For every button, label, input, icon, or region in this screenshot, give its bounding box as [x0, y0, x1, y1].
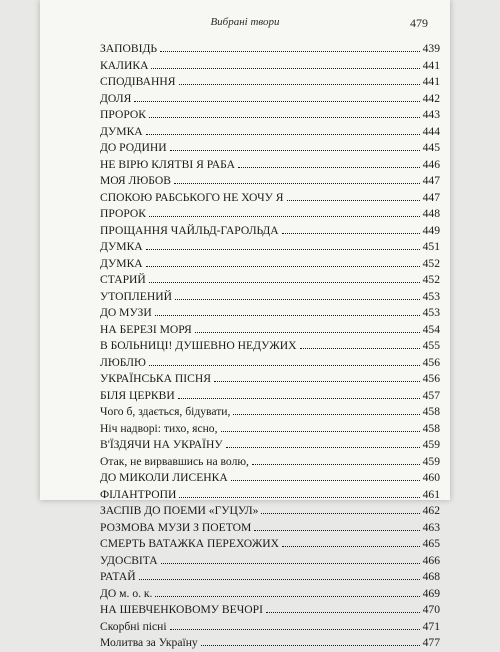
toc-entry-title: СПОКОЮ РАБСЬКОГО НЕ ХОЧУ Я	[100, 190, 284, 204]
toc-entry	[100, 487, 440, 504]
toc-entry	[100, 388, 440, 405]
toc-entry	[100, 569, 440, 586]
toc-entry-page: 456	[422, 355, 440, 369]
toc-entry-page: 441	[422, 58, 440, 72]
toc-entry	[100, 157, 440, 174]
toc-entry-title: СМЕРТЬ ВАТАЖКА ПЕРЕХОЖИХ	[100, 537, 279, 550]
toc-entry-page: 466	[422, 553, 440, 567]
toc-entry	[100, 355, 440, 372]
dot-leader	[134, 101, 419, 102]
toc-entry-page: 459	[422, 454, 440, 468]
toc-entry-page: 458	[422, 405, 440, 418]
toc-entry-page: 442	[422, 91, 440, 105]
toc-entry	[100, 338, 440, 355]
dot-leader	[170, 629, 420, 630]
toc-entry	[100, 371, 440, 388]
toc-entry	[100, 635, 440, 652]
toc-entry	[100, 421, 440, 438]
toc-entry	[100, 256, 440, 273]
toc-entry	[100, 437, 440, 454]
toc-entry-title: ПРОЩАННЯ ЧАЙЛЬД-ГАРОЛЬДА	[100, 223, 279, 237]
toc-entry-title: КАЛИКА	[100, 58, 149, 72]
toc-entry-page: 451	[422, 240, 440, 253]
toc-entry	[100, 536, 440, 553]
page-number: 479	[410, 16, 428, 30]
dot-leader	[201, 645, 420, 646]
toc-entry-page: 456	[422, 372, 440, 385]
toc-entry-page: 453	[422, 306, 440, 319]
toc-entry-title: ЗАПОВІДЬ	[100, 42, 158, 55]
toc-entry-title: МОЯ ЛЮБОВ	[100, 174, 171, 187]
toc-entry-title: СПОДІВАННЯ	[100, 75, 176, 88]
dot-leader	[146, 266, 420, 267]
dot-leader	[149, 365, 420, 366]
toc-entry-title: УТОПЛЕНИЙ	[100, 289, 172, 303]
dot-leader	[155, 315, 420, 316]
toc-entry-title: ЗАСПІВ ДО ПОЕМИ «ГУЦУЛ»	[100, 504, 259, 517]
toc-entry-title: ПРОРОК	[100, 108, 147, 121]
toc-entry-title: Скорбні пісні	[100, 619, 167, 633]
toc-entry-page: 477	[422, 636, 440, 649]
toc-entry-page: 441	[422, 75, 440, 88]
dot-leader	[175, 299, 420, 300]
toc-entry-page: 461	[422, 487, 440, 501]
toc-entry-title: ДУМКА	[100, 256, 143, 270]
toc-entry-page: 446	[422, 157, 440, 171]
toc-entry-title: Ніч надворі: тихо, ясно,	[100, 421, 218, 435]
dot-leader	[221, 431, 420, 432]
toc-entry-title: ДУМКА	[100, 124, 143, 138]
toc-entry-page: 452	[422, 273, 440, 286]
toc-entry-title: УДОСВІТА	[100, 553, 158, 567]
dot-leader	[233, 414, 419, 415]
running-title: Вибрані твори	[210, 16, 280, 28]
toc-entry-title: Чого б, здається, бідувати,	[100, 405, 231, 418]
dot-leader	[146, 249, 420, 250]
toc-entry-title: ДО м. о. к.	[100, 586, 153, 600]
dot-leader	[300, 348, 420, 349]
toc-entry	[100, 41, 440, 58]
dot-leader	[287, 200, 420, 201]
dot-leader	[178, 398, 420, 399]
dot-leader	[238, 167, 420, 168]
toc-entry-page: 443	[422, 108, 440, 121]
toc-entry-title: НА БЕРЕЗІ МОРЯ	[100, 322, 192, 336]
toc-entry	[100, 107, 440, 124]
dot-leader	[149, 282, 420, 283]
toc-entry	[100, 140, 440, 157]
dot-leader	[282, 546, 420, 547]
toc-entry	[100, 206, 440, 223]
dot-leader	[266, 612, 420, 613]
toc-entry	[100, 454, 440, 471]
dot-leader	[160, 51, 420, 52]
dot-leader	[155, 596, 419, 597]
dot-leader	[151, 68, 419, 69]
toc-entry-page: 457	[422, 388, 440, 402]
dot-leader	[174, 183, 420, 184]
toc-entry	[100, 553, 440, 570]
toc-entry-title: ЛЮБЛЮ	[100, 355, 146, 369]
toc-entry-title: УКРАЇНСЬКА ПІСНЯ	[100, 372, 211, 385]
toc-entry	[100, 520, 440, 537]
toc-entry-title: В БОЛЬНИЦІ! ДУШЕВНО НЕДУЖИХ	[100, 339, 297, 352]
toc-entry	[100, 124, 440, 141]
toc-entry-page: 449	[422, 223, 440, 237]
toc-entry-page: 471	[422, 619, 440, 633]
toc-entry-title: ПРОРОК	[100, 207, 147, 220]
dot-leader	[139, 579, 420, 580]
dot-leader	[179, 497, 419, 498]
toc-entry	[100, 305, 440, 322]
toc-entry-page: 470	[422, 603, 440, 616]
toc-entry	[100, 74, 440, 91]
toc-entry-title: БІЛЯ ЦЕРКВИ	[100, 388, 175, 402]
toc-entry-title: НА ШЕВЧЕНКОВОМУ ВЕЧОРІ	[100, 603, 263, 616]
toc-entry-page: 454	[422, 322, 440, 336]
toc-entry	[100, 91, 440, 108]
dot-leader	[179, 84, 420, 85]
toc-entry	[100, 239, 440, 256]
toc-entry-page: 465	[422, 537, 440, 550]
toc-entry-title: В'ЇЗДЯЧИ НА УКРАЇНУ	[100, 438, 223, 451]
dot-leader	[261, 513, 419, 514]
dot-leader	[161, 563, 420, 564]
toc-entry-title: ДО РОДИНИ	[100, 141, 167, 154]
toc-entry-title: РАТАЙ	[100, 570, 136, 583]
toc-entry-title: НЕ ВІРЮ КЛЯТВІ Я РАБА	[100, 157, 235, 171]
toc-entry-title: ДОЛЯ	[100, 91, 132, 105]
toc-entry-title: СТАРИЙ	[100, 273, 146, 286]
book-page	[40, 0, 450, 649]
toc-entry-page: 439	[422, 42, 440, 55]
toc-entry-title: ДУМКА	[100, 240, 143, 253]
dot-leader	[195, 332, 420, 333]
toc-entry-page: 463	[422, 520, 440, 534]
toc-entry-page: 459	[422, 438, 440, 451]
toc-entry	[100, 173, 440, 190]
toc-entry	[100, 602, 440, 619]
toc-entry-page: 468	[422, 570, 440, 583]
toc-entry	[100, 503, 440, 520]
toc-entry-title: Молитва за Україну	[100, 636, 198, 649]
toc-entry	[100, 586, 440, 603]
toc-entry	[100, 470, 440, 487]
toc-entry-page: 460	[422, 471, 440, 484]
dot-leader	[146, 134, 420, 135]
toc-entry-title: РОЗМОВА МУЗИ З ПОЕТОМ	[100, 520, 252, 534]
toc-entry-page: 458	[422, 421, 440, 435]
toc-entry-page: 455	[422, 339, 440, 352]
toc-entry	[100, 272, 440, 289]
toc-entry-title: Отак, не вирвавшись на волю,	[100, 454, 249, 468]
toc-entry-page: 452	[422, 256, 440, 270]
toc-entry-page: 448	[422, 207, 440, 220]
toc-entry-title: ФІЛАНТРОПИ	[100, 487, 177, 501]
toc-entry-page: 453	[422, 289, 440, 303]
toc-entry	[100, 619, 440, 636]
toc-entry	[100, 190, 440, 207]
dot-leader	[252, 464, 420, 465]
toc-entry-title: ДО МИКОЛИ ЛИСЕНКА	[100, 471, 228, 484]
toc-entry-page: 447	[422, 190, 440, 204]
toc-entry-page: 445	[422, 141, 440, 154]
dot-leader	[170, 150, 420, 151]
toc-entry	[100, 223, 440, 240]
dot-leader	[231, 480, 420, 481]
toc-entry-page: 469	[422, 586, 440, 600]
dot-leader	[282, 233, 420, 234]
toc-entry	[100, 404, 440, 421]
page-header	[40, 16, 450, 32]
dot-leader	[254, 530, 419, 531]
dot-leader	[214, 381, 420, 382]
dot-leader	[149, 117, 420, 118]
toc-entry	[100, 289, 440, 306]
table-of-contents	[100, 41, 440, 652]
toc-entry-title: ДО МУЗИ	[100, 306, 152, 319]
toc-entry-page: 447	[422, 174, 440, 187]
toc-entry	[100, 322, 440, 339]
toc-entry-page: 444	[422, 124, 440, 138]
dot-leader	[226, 447, 420, 448]
toc-entry-page: 462	[422, 504, 440, 517]
toc-entry	[100, 58, 440, 75]
dot-leader	[149, 216, 420, 217]
